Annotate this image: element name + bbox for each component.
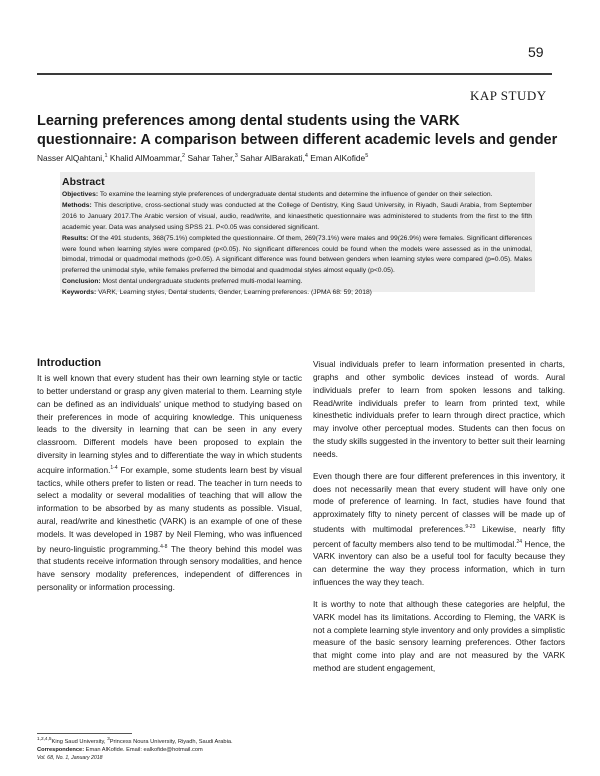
paragraph: It is well known that every student has their own learning style or tactic to better understand or grasp any given material to them. Learning style can be defined as an individuals' unique method to studying based on their preferences in mode of acquiring knowledge. This uniqueness leads to the diversity in learning that can be seen in any every classroom. Different models have been proposed to explain the diversity in learning styles and to differentiate the way in which students acquire information.$^{1-4}$ For example, some students learn best by visual tactics, while others prefer to listen or read. The teacher in turn needs to select a modality or several modalities of teaching that will allow the information to be absorbed by as many students as possible. Visual, aural, read/write and kinesthetic (VARK) is an example of one of these models. It was developed in 1987 by Neil Fleming, who was influenced by neuro-linguistic programming.$^{4-8}$ The theory behind this model was that students receive information through sensory modalities, and hence have sensory modality preferences, independent of differences in personality or information processing. bbox=[37, 373, 302, 593]
affiliation-mark: 3 bbox=[234, 153, 238, 160]
citation: 4-8 bbox=[160, 543, 168, 550]
header-rule bbox=[37, 73, 552, 75]
affiliation-mark: 2 bbox=[182, 153, 186, 160]
introduction-heading: Introduction bbox=[37, 357, 102, 369]
paragraph: It is worthy to note that although these categories are helpful, the VARK model has its limitations. According to Fleming, the VARK is not a complete learning style inventory and only provides a simplistic measure of the basic sensory learning preferences. Other factors that might come into play and are not measured by the VARK method are student engagement, bbox=[313, 598, 565, 674]
abstract-body bbox=[62, 190, 532, 299]
affiliation-mark: 5 bbox=[365, 153, 369, 160]
label: Conclusion: bbox=[62, 278, 101, 286]
paragraph: Even though there are four different preferences in this inventory, it does not necessarily mean that every student will have only one mode of preference of learning. In fact, studies have found that approximately fifty to ninety percent of classes will be made up of students with multimodal preferences.$^{9-23}$ Likewise, nearly fifty percent of faculty members also tend to be multimodal.$^{24}$ Hence, the VARK inventory can also be a useful tool for faculty because they can determine the way they process information, which in turn influences the way they teach. bbox=[313, 470, 566, 588]
author: Khalid AlMoammar, bbox=[109, 153, 183, 163]
label: Results: bbox=[62, 234, 89, 242]
abstract-heading: Abstract bbox=[62, 176, 105, 188]
abstract-keywords bbox=[62, 288, 532, 299]
footnote-rule bbox=[37, 733, 132, 734]
issue-info: Vol. 68, No. 1, January 2018 bbox=[37, 755, 103, 761]
section-label: KAP STUDY bbox=[470, 88, 547, 103]
author: Sahar Taher, bbox=[187, 153, 235, 163]
label: Keywords: bbox=[62, 289, 97, 297]
label: Methods: bbox=[62, 201, 92, 209]
text: This descriptive, cross-sectional study was conducted at the College of Dentistry, King Saud University, in Riyadh, Saudi Arabia, from September 2016 to January 2017.The Arabic version of visual, audio, read/write, and kinaesthetic questionnaire was administered to students from the first to the fifth academic year. Data was analysed using SPSS 21. P<0.05 was considered significant. bbox=[62, 201, 532, 231]
citation: 1-4 bbox=[110, 464, 118, 471]
author-list bbox=[37, 153, 557, 163]
abstract-results bbox=[62, 234, 532, 278]
article-title: Learning preferences among dental students using the VARK questionnaire: A comparison between different academic levels and gender bbox=[37, 113, 558, 148]
left-column bbox=[37, 372, 302, 603]
correspondence: Correspondence: Eman AlKofide. Email: ealkofide@hotmail.com bbox=[37, 747, 203, 754]
page-number: 59 bbox=[528, 44, 544, 60]
citation: 9-23 bbox=[465, 524, 476, 531]
affiliation-mark: 4 bbox=[304, 153, 308, 160]
citation: 24 bbox=[516, 538, 523, 545]
author: Nasser AlQahtani, bbox=[37, 153, 105, 163]
abstract-objectives bbox=[62, 190, 532, 201]
text: Most dental undergraduate students preferred multi-modal learning. bbox=[102, 278, 303, 286]
paragraph: Visual individuals prefer to learn information presented in charts, graphs and other symbolic devices instead of words. Aural individuals prefer to learn from spoken lessons and talking. Read/write individuals prefer to learn from printed text, while kinesthetic individuals prefer to learn through direct practice, which may involve other perceptual modes. Students can then focus on the study skills suggested in the inventory to better suit their learning needs. bbox=[313, 359, 565, 459]
text: To examine the learning style preferences of undergraduate dental students and determine the influence of gender on their selection. bbox=[99, 191, 493, 198]
affiliation-mark: 1 bbox=[104, 153, 108, 160]
label: Objectives: bbox=[62, 191, 99, 198]
abstract-methods bbox=[62, 201, 532, 234]
affiliations: $^{1,2,4,5}$King Saud University, $^3$Princess Noura University, Riyadh, Saudi Arabia. bbox=[37, 737, 233, 745]
footnote bbox=[37, 736, 317, 755]
author: Sahar AlBarakati, bbox=[240, 153, 305, 163]
text: Of the 491 students, 368(75.1%) completed the questionnaire. Of them, 269(73.1%) were males and 99(26.9%) were females. Significant differences were found when learning styles were compared (p<0.05). No significant differences could be found when the models were assessed as in the unimodal, bimodal, trimodal or quadmodal methods (p>0.05). A significant difference was found between genders when learning styles were compared (p=0.05). Males preferred the unimodal style, while females preferred the bimodal and quadmodal styles almost equally (p<0.05). bbox=[62, 234, 532, 275]
text: VARK, Learning styles, Dental students, Gender, Learning preferences. (JPMA 68: 59; 2018) bbox=[98, 289, 372, 297]
right-column bbox=[313, 358, 565, 684]
abstract-conclusion bbox=[62, 277, 532, 288]
author: Eman AlKofide bbox=[310, 153, 366, 163]
